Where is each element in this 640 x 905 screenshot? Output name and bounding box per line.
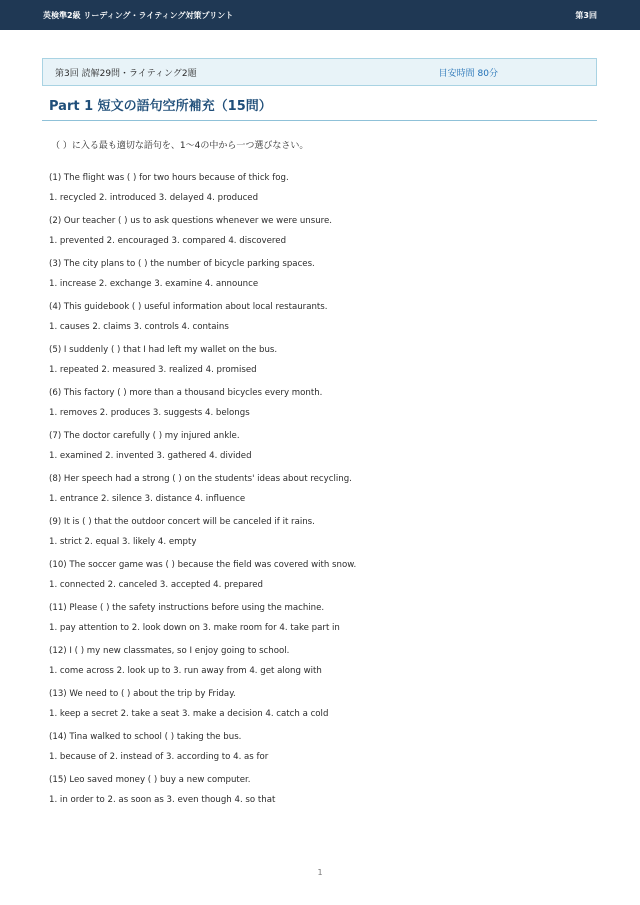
- question-options: 1. in order to 2. as soon as 3. even though 4. so that: [49, 795, 276, 805]
- question-options: 1. recycled 2. introduced 3. delayed 4. produced: [49, 193, 259, 203]
- time-limit: 目安時間 80分: [438, 68, 498, 79]
- question-text: (13) We need to ( ) about the trip by Friday.: [49, 689, 236, 699]
- question-item: [49, 684, 609, 727]
- question-text: (9) It is ( ) that the outdoor concert will be canceled if it rains.: [49, 517, 315, 527]
- info-box: [42, 58, 597, 86]
- question-options: 1. examined 2. invented 3. gathered 4. divided: [49, 451, 252, 461]
- question-options: 1. because of 2. instead of 3. according to 4. as for: [49, 752, 269, 762]
- question-text: (5) I suddenly ( ) that I had left my wallet on the bus.: [49, 345, 278, 355]
- question-item: [49, 641, 609, 684]
- round-label: 第3回: [575, 10, 597, 20]
- question-options: 1. connected 2. canceled 3. accepted 4. prepared: [49, 580, 263, 590]
- part-title: Part 1 短文の語句空所補充（15問）: [49, 99, 272, 114]
- question-item: [49, 297, 609, 340]
- question-options: 1. entrance 2. silence 3. distance 4. influence: [49, 494, 246, 504]
- question-text: (4) This guidebook ( ) useful information about local restaurants.: [49, 302, 328, 312]
- document-title: 英検準2級 リーディング・ライティング対策プリント: [43, 10, 234, 20]
- question-options: 1. increase 2. exchange 3. examine 4. announce: [49, 279, 259, 289]
- question-text: (11) Please ( ) the safety instructions before using the machine.: [49, 603, 325, 613]
- question-text: (2) Our teacher ( ) us to ask questions whenever we were unsure.: [49, 216, 333, 226]
- question-options: 1. causes 2. claims 3. controls 4. contains: [49, 322, 229, 332]
- question-item: [49, 383, 609, 426]
- question-text: (10) The soccer game was ( ) because the field was covered with snow.: [49, 560, 357, 570]
- question-options: 1. removes 2. produces 3. suggests 4. belongs: [49, 408, 250, 418]
- question-options: 1. prevented 2. encouraged 3. compared 4. discovered: [49, 236, 287, 246]
- question-item: [49, 469, 609, 512]
- question-item: [49, 598, 609, 641]
- section-summary: 第3回 読解29問・ライティング2題: [55, 68, 197, 79]
- question-options: 1. keep a secret 2. take a seat 3. make a decision 4. catch a cold: [49, 709, 329, 719]
- question-item: [49, 727, 609, 770]
- question-item: [49, 211, 609, 254]
- question-item: [49, 340, 609, 383]
- question-item: [49, 512, 609, 555]
- question-text: (15) Leo saved money ( ) buy a new computer.: [49, 775, 251, 785]
- question-text: (3) The city plans to ( ) the number of bicycle parking spaces.: [49, 259, 315, 269]
- question-options: 1. come across 2. look up to 3. run away from 4. get along with: [49, 666, 322, 676]
- divider: [42, 120, 597, 121]
- question-item: [49, 426, 609, 469]
- question-item: [49, 770, 609, 813]
- question-text: (7) The doctor carefully ( ) my injured ankle.: [49, 431, 240, 441]
- question-item: [49, 254, 609, 297]
- instruction-text: （ ）に入る最も適切な語句を、1〜4の中から一つ選びなさい。: [51, 141, 309, 151]
- question-item: [49, 555, 609, 598]
- question-text: (12) I ( ) my new classmates, so I enjoy going to school.: [49, 646, 290, 656]
- question-text: (14) Tina walked to school ( ) taking the bus.: [49, 732, 242, 742]
- page-number: 1: [317, 868, 323, 877]
- question-text: (1) The flight was ( ) for two hours because of thick fog.: [49, 173, 289, 183]
- question-text: (6) This factory ( ) more than a thousand bicycles every month.: [49, 388, 323, 398]
- question-text: (8) Her speech had a strong ( ) on the students' ideas about recycling.: [49, 474, 352, 484]
- question-options: 1. repeated 2. measured 3. realized 4. promised: [49, 365, 257, 375]
- header-bar: [0, 0, 640, 30]
- question-options: 1. pay attention to 2. look down on 3. make room for 4. take part in: [49, 623, 340, 633]
- question-options: 1. strict 2. equal 3. likely 4. empty: [49, 537, 197, 547]
- question-item: [49, 168, 609, 211]
- question-list: [49, 168, 609, 813]
